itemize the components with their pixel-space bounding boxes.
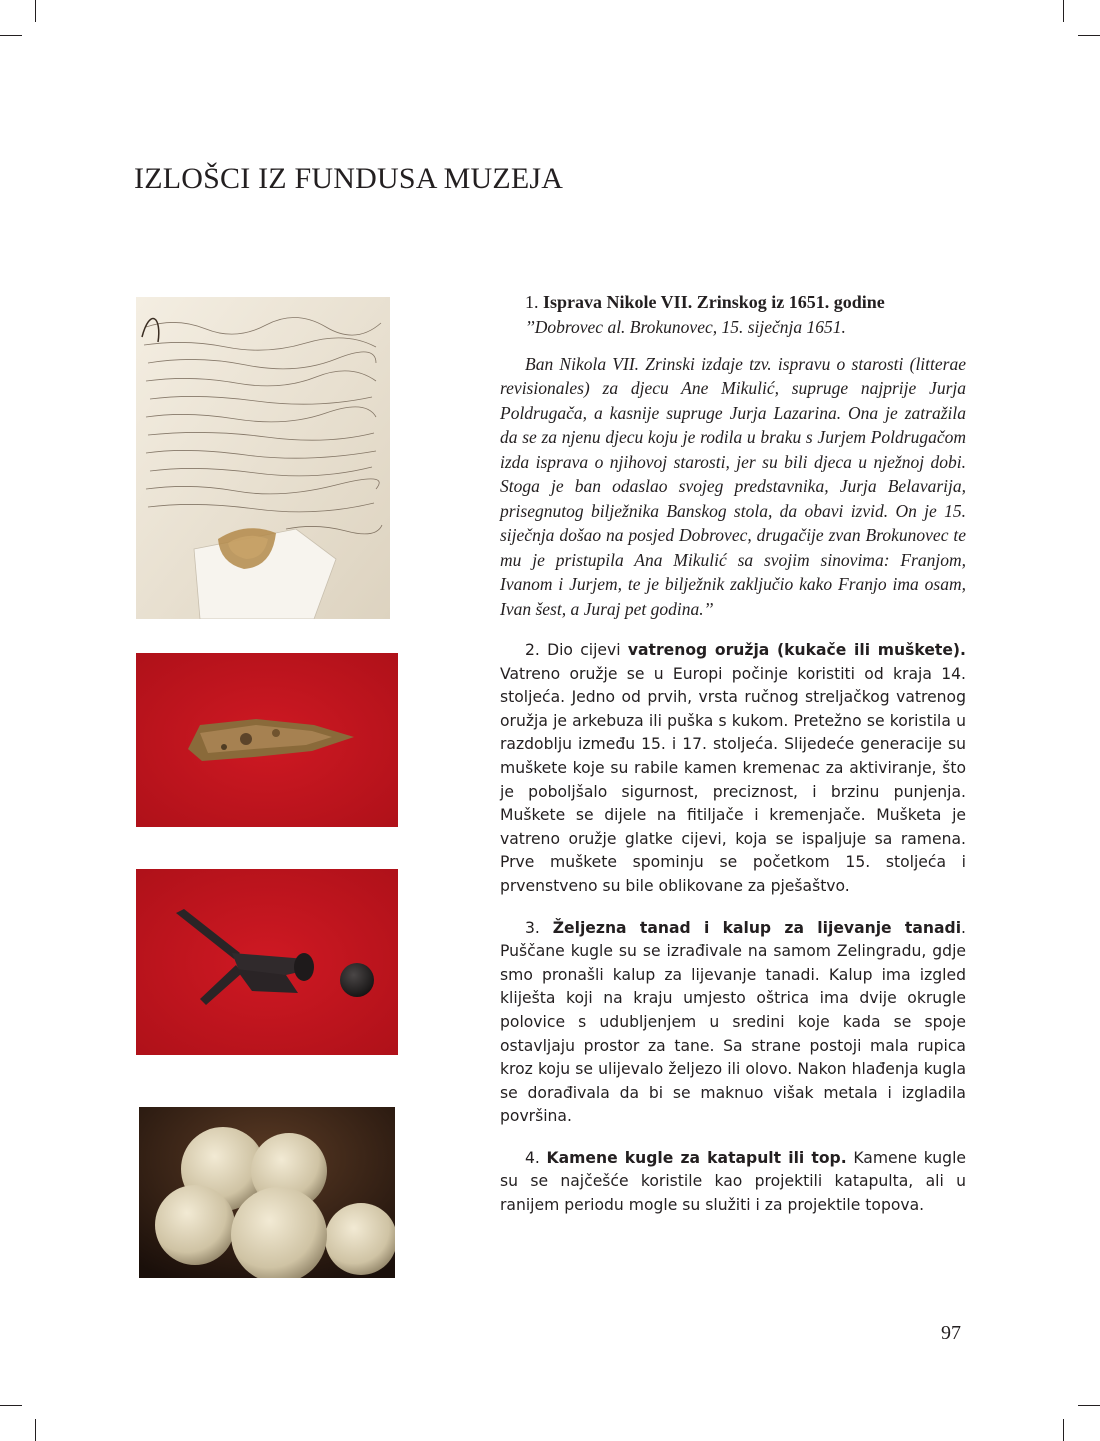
- crop-mark: [0, 1405, 22, 1406]
- item-4-paragraph: 4. Kamene kugle za katapult ili top. Kamene kugle su se najčešće koristile kao projektili katapulta, ali u ranijem periodu mogle su služiti i za projektile topova.: [500, 1148, 966, 1215]
- page-title: IZLOŠCI IZ FUNDUSA MUZEJA: [134, 162, 564, 196]
- crop-mark: [1063, 0, 1064, 22]
- item-3-paragraph: 3. Željezna tanad i kalup za lijevanje tanadi. Puščane kugle su se izrađivale na samom Zelingradu, gdje smo pronašli kalup za lijevanje tanadi. Kalup ima izgled kliješta koji na kraju umjesto oštrica ima dvije okrugle polovice s udubljenjem u sredini koje kada se spoje ostavljaju prostor za tane. Sa strane postoji mala rupica kroz koju se ulijevalo željezo ili olovo. Nakon hlađenja kugla se dorađivala da bi se maknuo višak metala i izgladila površina.: [500, 918, 967, 1126]
- text-column: [500, 290, 966, 1218]
- firearm-barrel-photo: [136, 653, 398, 827]
- crop-mark: [0, 35, 22, 36]
- crop-mark: [1063, 1419, 1064, 1441]
- crop-mark: [35, 0, 36, 22]
- page-number: 97: [941, 1322, 961, 1344]
- item-1-body: Ban Nikola VII. Zrinski izdaje tzv. ispravu o starosti (litterae revisionales) za djecu Ane Mikulić, supruge najprije Jurja Poldrugača, a kasnije supruge Jurja Lazarina. Ona je zatražila da se za njenu djecu koju je rodila u braku s Jurjem Poldrugačom izda isprava o njihovoj starosti, jer su bili djeca u nježnoj dobi. Stoga je ban odaslao svojeg predstavnika, Jurja Belavarija, prisegnutog bilježnika Banskog stola, da obavi izvid. On je 15. siječnja došao na posjed Dobrovec, drugačije zvan Brokunovec te mu je pristupila Ana Mikulić sa svojim sinovima: Franjom, Ivanom i Jurjem, te je bilježnik zaključio kako Franjo ima osam, Ivan šest, a Juraj pet godina.’’: [500, 353, 966, 619]
- bullet-mould-photo: [136, 869, 398, 1055]
- item-1-heading: 1. Isprava Nikole VII. Zrinskog iz 1651. godine: [525, 292, 885, 312]
- stone-balls-photo: [139, 1107, 395, 1278]
- crop-mark: [1078, 1405, 1100, 1406]
- crop-mark: [1078, 35, 1100, 36]
- manuscript-photo: [136, 297, 390, 619]
- item-2-paragraph: 2. Dio cijevi vatrenog oružja (kukače ili muškete). Vatreno oružje se u Europi počinje koristiti od kraja 14. stoljeća. Jedno od prvih, vrsta ručnog streljačkog vatrenog oružja je arkebuza ili puška s kukom. Pretežno se koristila u razdoblju između 15. i 17. stoljeća. Slijedeće generacije su muškete koje su rabile kamen kremenac za aktiviranje, što je poboljšalo sigurnost, preciznost, i brzinu punjenja. Muškete se dijele na fitiljače i kremenjače. Mušketa je vatreno oružje glatke cijevi, koja se ispaljuje sa ramena. Prve muškete spominju se početkom 15. stoljeća i prvenstveno su bile oblikovane za pješaštvo.: [500, 641, 966, 895]
- item-1-subtitle: ’’Dobrovec al. Brokunovec, 15. siječnja 1651.: [525, 317, 846, 337]
- crop-mark: [35, 1419, 36, 1441]
